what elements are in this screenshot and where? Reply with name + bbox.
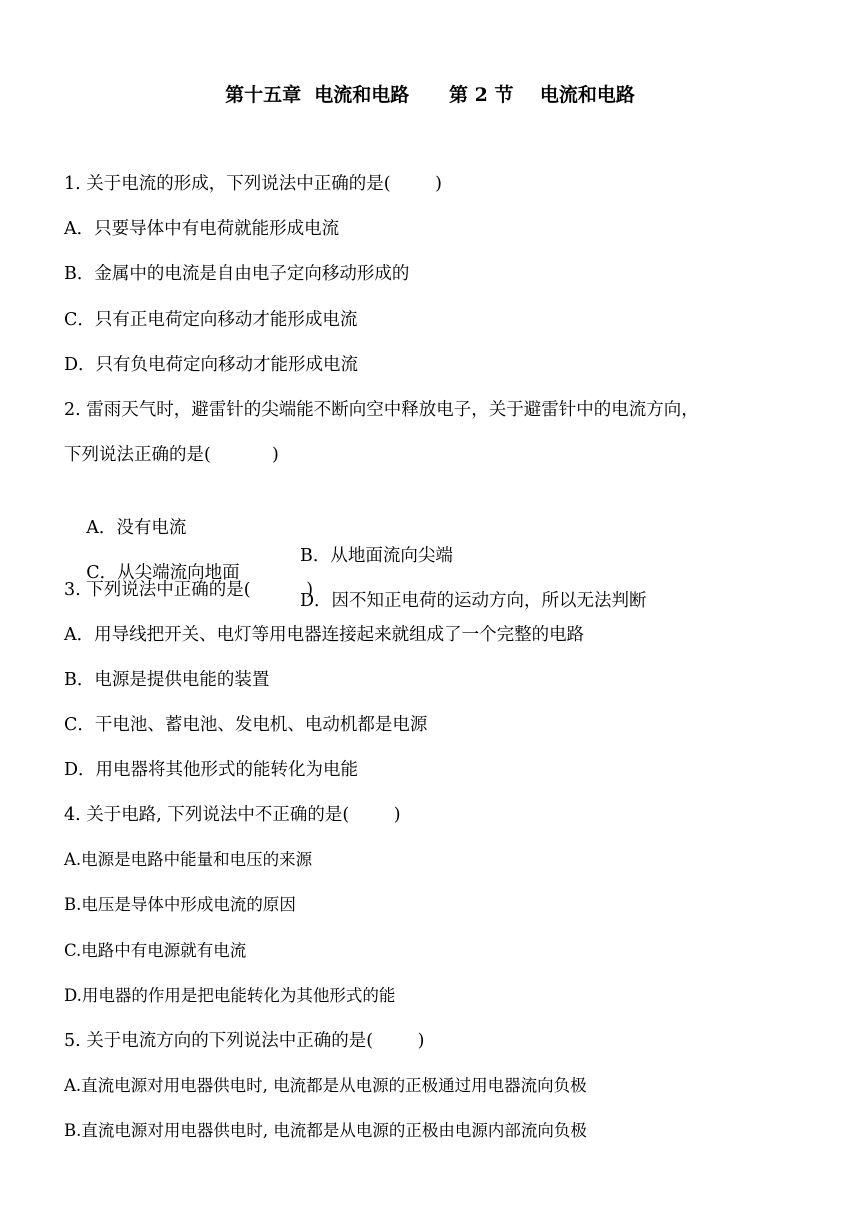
- question-5-option-b: B.直流电源对用电器供电时, 电流都是从电源的正极由电源内部流向负极: [64, 1121, 587, 1140]
- question-1-option-b: B．金属中的电流是自由电子定向移动形成的: [64, 264, 410, 284]
- question-1-option-c: C．只有正电荷定向移动才能形成电流: [64, 310, 358, 330]
- question-2-stem-continued: 下列说法正确的是( ): [64, 445, 279, 465]
- question-2-option-b: B．从地面流向尖端: [300, 546, 453, 566]
- question-3-option-d: D．用电器将其他形式的能转化为电能: [64, 760, 359, 780]
- question-3-stem: 3. 下列说法中正确的是( ): [64, 580, 314, 600]
- question-4-option-b: B.电压是导体中形成电流的原因: [64, 895, 296, 914]
- question-2-stem: 2. 雷雨天气时，避雷针的尖端能不断向空中释放电子，关于避雷针中的电流方向，: [64, 400, 699, 420]
- question-3-option-c: C．干电池、蓄电池、发电机、电动机都是电源: [64, 715, 428, 735]
- question-4-option-d: D.用电器的作用是把电能转化为其他形式的能: [64, 986, 396, 1005]
- question-2-option-c: C．从尖端流向地面: [86, 563, 240, 583]
- question-2-option-d: D．因不知正电荷的运动方向，所以无法判断: [300, 591, 647, 611]
- question-5-option-a: A.直流电源对用电器供电时, 电流都是从电源的正极通过用电器流向负极: [64, 1076, 587, 1095]
- question-2-option-a: A．没有电流: [86, 518, 187, 538]
- question-1-stem: 1. 关于电流的形成，下列说法中正确的是( ): [64, 174, 442, 194]
- question-5-stem: 5. 关于电流方向的下列说法中正确的是( ): [64, 1031, 425, 1051]
- question-4-option-a: A.电源是电路中能量和电压的来源: [64, 850, 313, 869]
- question-1-option-a: A．只要导体中有电荷就能形成电流: [64, 219, 340, 239]
- page-title: 第十五章 电流和电路 第 2 节 电流和电路: [225, 84, 635, 106]
- question-1-option-d: D．只有负电荷定向移动才能形成电流: [64, 355, 359, 375]
- question-3-option-a: A．用导线把开关、电灯等用电器连接起来就组成了一个完整的电路: [64, 625, 585, 645]
- question-3-option-b: B．电源是提供电能的装置: [64, 670, 270, 690]
- question-4-option-c: C.电路中有电源就有电流: [64, 941, 247, 960]
- question-4-stem: 4. 关于电路, 下列说法中不正确的是( ): [64, 805, 401, 825]
